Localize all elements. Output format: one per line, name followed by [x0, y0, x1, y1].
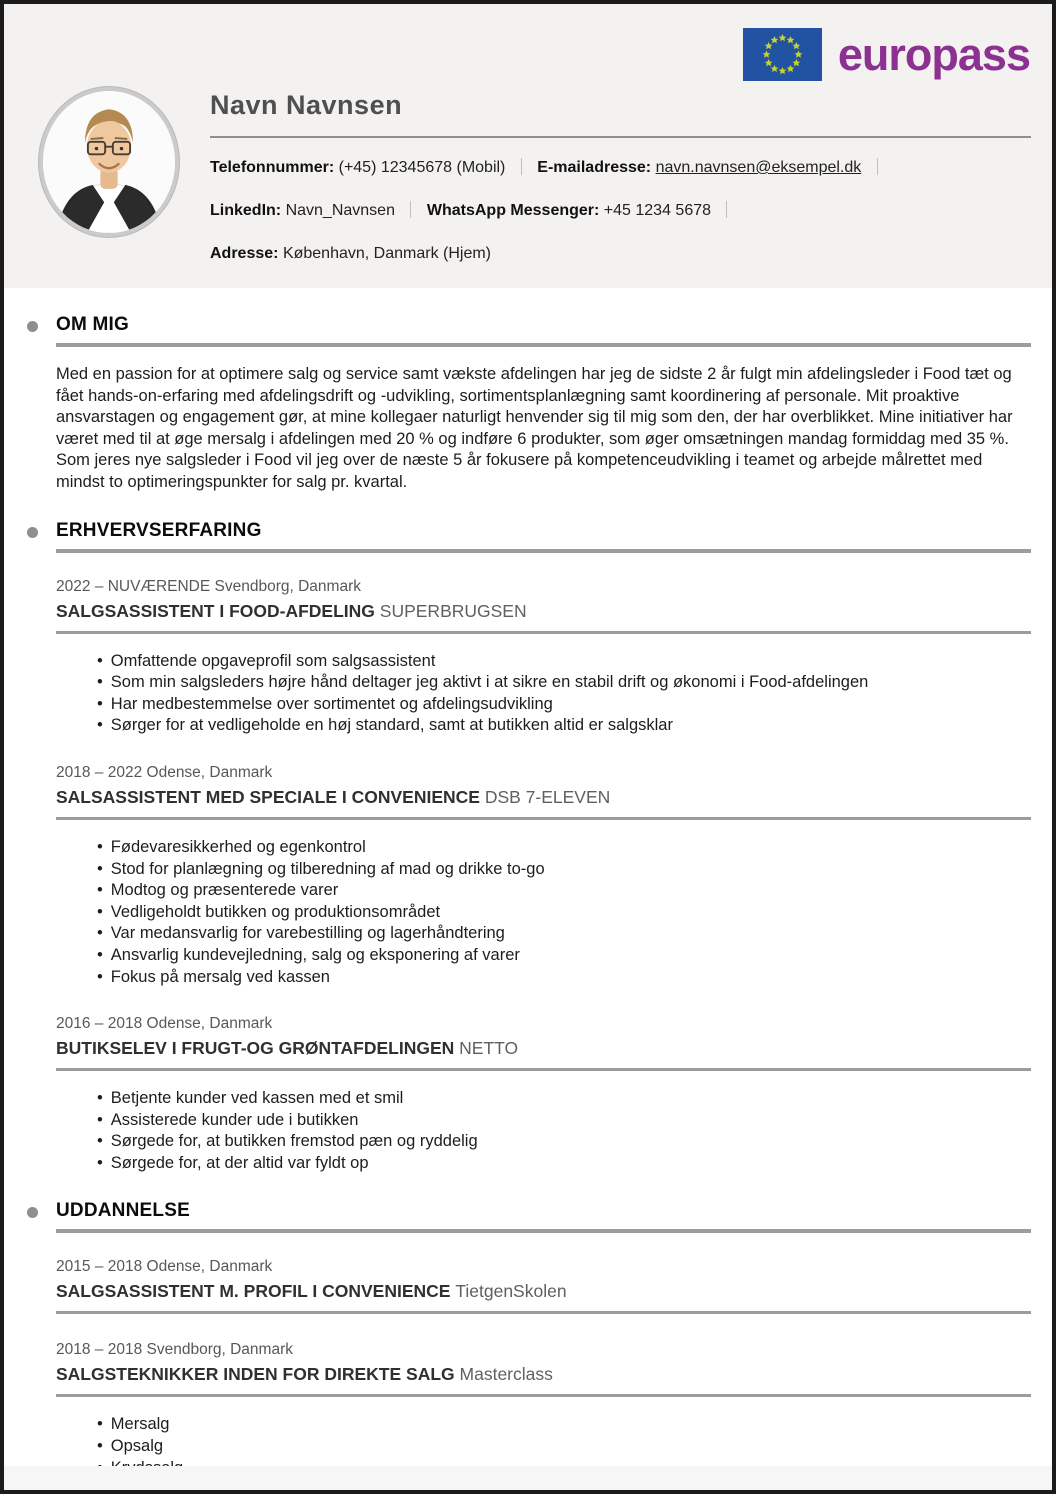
entry-divider — [56, 1311, 1031, 1314]
candidate-name: Navn Navnsen — [210, 90, 403, 120]
bullet-item: • Har medbestemmelse over sortimentet og afdelingsudvikling — [97, 694, 1031, 716]
entry-meta — [56, 577, 1031, 596]
bullet-item: • Opsalg — [97, 1436, 1031, 1458]
entry-org: Masterclass — [459, 1364, 553, 1385]
entry-location: Svendborg, Danmark — [214, 577, 361, 595]
europass-wordmark: europass — [837, 28, 1030, 80]
education-entry — [56, 1340, 1031, 1479]
entry-divider — [56, 817, 1031, 820]
entry-meta — [56, 1340, 1031, 1359]
section-rule — [56, 343, 1031, 347]
cv-header — [4, 4, 1052, 288]
bullet-item: • Omfattende opgaveprofil som salgsassistent — [97, 651, 1031, 673]
entry-title — [56, 786, 1031, 808]
portrait-image — [43, 91, 175, 233]
experience-entry — [56, 763, 1031, 988]
whatsapp-label: WhatsApp Messenger: — [426, 202, 600, 219]
bullet-list — [97, 837, 1031, 988]
separator-divider — [521, 158, 522, 175]
entry-role: SALGSASSISTENT I FOOD-AFDELING — [56, 600, 375, 621]
eu-flag-icon — [743, 28, 822, 81]
section-bullet-icon — [27, 527, 38, 538]
entry-period: 2015 – 2018 — [56, 1258, 143, 1276]
phone-value: (+45) 12345678 (Mobil) — [338, 159, 506, 176]
separator-divider — [410, 201, 411, 218]
avatar — [39, 87, 179, 237]
entry-title — [56, 1037, 1031, 1059]
bullet-list — [97, 651, 1031, 737]
bullet-item: • Vedligeholdt butikken og produktionsområdet — [97, 902, 1031, 924]
entry-divider — [56, 1068, 1031, 1071]
email-link[interactable]: navn.navnsen@eksempel.dk — [655, 159, 862, 176]
section-title-om-mig: OM MIG — [56, 314, 129, 335]
bullet-list — [97, 1088, 1031, 1174]
entry-meta — [56, 763, 1031, 782]
cv-body — [4, 314, 1052, 1479]
experience-entry — [56, 577, 1031, 737]
bullet-item: • Sørger for at vedligeholde en høj standard, samt at butikken altid er salgsklar — [97, 715, 1031, 737]
entry-divider — [56, 1394, 1031, 1397]
separator-divider — [726, 201, 727, 218]
entry-org: NETTO — [459, 1038, 519, 1059]
bullet-item: • Sørgede for, at der altid var fyldt op — [97, 1153, 1031, 1175]
entry-period: 2018 – 2022 — [56, 763, 143, 781]
entry-meta — [56, 1257, 1031, 1276]
bullet-item: • Fokus på mersalg ved kassen — [97, 967, 1031, 989]
address-label: Adresse: — [210, 245, 279, 262]
entry-org: SUPERBRUGSEN — [379, 600, 527, 621]
europass-logo — [743, 28, 1030, 81]
entry-period: 2016 – 2018 — [56, 1015, 143, 1033]
bullet-item: • Fødevaresikkerhed og egenkontrol — [97, 837, 1031, 859]
education-entry — [56, 1257, 1031, 1314]
entry-title — [56, 600, 1031, 622]
entry-org: DSB 7-ELEVEN — [484, 786, 611, 807]
entry-period: 2022 – NUVÆRENDE — [56, 577, 211, 595]
section-bullet-icon — [27, 321, 38, 332]
bullet-item: • Modtog og præsenterede varer — [97, 880, 1031, 902]
contact-row-phone-email — [210, 157, 1031, 178]
separator-divider — [877, 158, 878, 175]
bullet-item: • Ansvarlig kundevejledning, salg og eksponering af varer — [97, 945, 1031, 967]
entry-title — [56, 1363, 1031, 1385]
entry-title — [56, 1280, 1031, 1302]
contact-row-address — [210, 243, 1031, 264]
entry-org: TietgenSkolen — [455, 1281, 567, 1302]
entry-role: SALGSASSISTENT M. PROFIL I CONVENIENCE — [56, 1281, 451, 1302]
header-divider — [210, 136, 1031, 138]
header-text-block — [210, 90, 1031, 286]
entry-divider — [56, 631, 1031, 634]
entry-location: Odense, Danmark — [146, 763, 273, 781]
section-experience — [56, 520, 1031, 1175]
section-title-uddannelse: UDDANNELSE — [56, 1200, 190, 1222]
entry-role: SALGSTEKNIKKER INDEN FOR DIREKTE SALG — [56, 1364, 455, 1385]
bullet-item: • Var medansvarlig for varebestilling og lagerhåndtering — [97, 923, 1031, 945]
page-bottom-margin — [4, 1466, 1052, 1490]
entry-location: Svendborg, Danmark — [146, 1341, 293, 1359]
cv-page — [4, 4, 1052, 1490]
bullet-item: • Mersalg — [97, 1414, 1031, 1436]
section-bullet-icon — [27, 1207, 38, 1218]
linkedin-label: LinkedIn: — [210, 202, 282, 219]
entry-location: Odense, Danmark — [146, 1258, 273, 1276]
section-rule — [56, 1229, 1031, 1233]
whatsapp-value: +45 1234 5678 — [603, 202, 712, 219]
entry-location: Odense, Danmark — [146, 1015, 273, 1033]
bullet-item: • Sørgede for, at butikken fremstod pæn og ryddelig — [97, 1131, 1031, 1153]
bullet-item: • Betjente kunder ved kassen med et smil — [97, 1088, 1031, 1110]
section-rule — [56, 549, 1031, 553]
entry-role: SALSASSISTENT MED SPECIALE I CONVENIENCE — [56, 786, 480, 807]
email-label: E-mailadresse: — [537, 159, 652, 176]
experience-entry — [56, 1014, 1031, 1174]
address-value: København, Danmark (Hjem) — [282, 245, 492, 262]
bullet-item: • Stod for planlægning og tilberedning af mad og drikke to-go — [97, 859, 1031, 881]
about-paragraph: Med en passion for at optimere salg og service samt vækste afdelingen har jeg de sidste 2 år fulgt min afdelingsleder i Food tæt og fået hands-on-erfaring med afdelingsdrift og -udvikling, sortimentsplanlægning samt koordinering af personale. Mit proaktive ansvarstagen og engagement gør, at mine kollegaer naturligt henvender sig til mig som den, der har overblikket. Mine initiativer har været med til at øge mersalg i afdelingen med 20 % og indføre 6 produkter, som øger omsætningen mandag formiddag med 35 %. Som jeres nye salgsleder i Food vil jeg over de næste 5 år fokusere på kompetenceudvikling i teamet og arbejde målrettet med mindst to optimeringspunkter for salg pr. kvartal. — [56, 365, 1013, 491]
bullet-item: • Assisterede kunder ude i butikken — [97, 1110, 1031, 1132]
entry-meta — [56, 1014, 1031, 1033]
contact-row-linkedin-whatsapp — [210, 200, 1031, 221]
section-title-erhvervserfaring: ERHVERVSERFARING — [56, 519, 262, 541]
phone-label: Telefonnummer: — [210, 159, 335, 176]
entry-period: 2018 – 2018 — [56, 1341, 143, 1359]
bullet-item: • Som min salgsleders højre hånd deltager jeg aktivt i at sikre en stabil drift og økonomi i Food-afdelingen — [97, 672, 1031, 694]
section-education — [56, 1200, 1031, 1479]
section-about — [56, 314, 1031, 494]
linkedin-value: Navn_Navnsen — [285, 202, 395, 219]
entry-role: BUTIKSELEV I FRUGT-OG GRØNTAFDELINGEN — [56, 1038, 455, 1059]
